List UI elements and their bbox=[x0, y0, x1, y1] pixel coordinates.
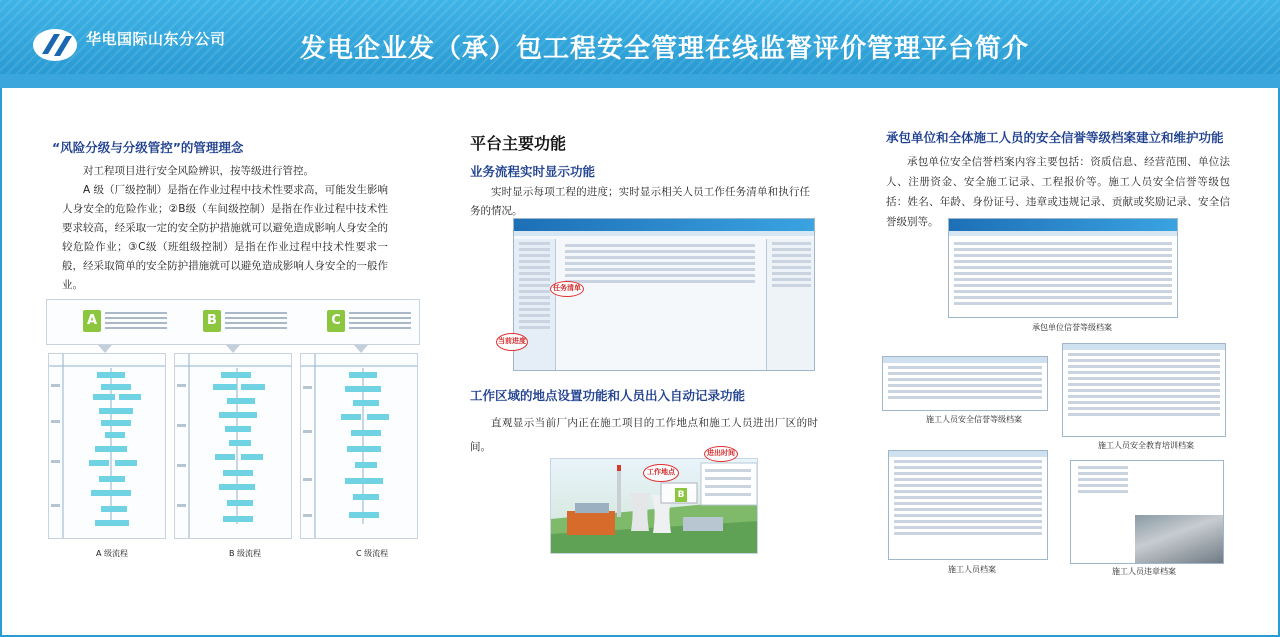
screenshot-table bbox=[949, 236, 1177, 318]
screenshot-table bbox=[560, 241, 760, 301]
left-heading: “风险分级与分级管控”的管理理念 bbox=[52, 140, 244, 155]
down-arrow-icon bbox=[354, 345, 368, 353]
realtime-text: 实时显示每项工程的进度；实时显示相关人员工作任务清单和执行任务的情况。 bbox=[470, 186, 810, 217]
flowchart-b bbox=[174, 353, 292, 539]
callout-work-location: 工作地点 bbox=[643, 464, 679, 482]
realtime-description bbox=[470, 183, 810, 221]
caption-training: 施工人员安全教育培训档案 bbox=[1098, 441, 1194, 450]
flow-card-lines bbox=[105, 309, 167, 337]
flowchart-a-diagram bbox=[49, 354, 166, 539]
left-paragraph-1: 对工程项目进行安全风险辨识，按等级进行管控。 bbox=[83, 165, 314, 177]
caption-unit-credit: 承包单位信誉等级档案 bbox=[1032, 323, 1112, 332]
unit-credit-screenshot bbox=[948, 218, 1178, 318]
right-text: 承包单位安全信誉档案内容主要包括：资质信息、经营范围、单位法人、注册资金、安全施工记录、工程报价等。施工人员安全信誉等级包括：姓名、年龄、身份证号、违章或违规记录、贡献或奖励记录、安全信誉级别等。 bbox=[886, 156, 1230, 228]
flowchart-a bbox=[48, 353, 166, 539]
caption-a-flow: A 级流程 bbox=[96, 549, 129, 558]
down-arrow-icon bbox=[98, 345, 112, 353]
screenshot-toolbar bbox=[514, 231, 814, 236]
left-description bbox=[62, 162, 388, 295]
flow-card-a bbox=[83, 306, 167, 338]
caption-c-flow: C 级流程 bbox=[356, 549, 389, 558]
workarea-description bbox=[470, 411, 818, 459]
flow-card-b bbox=[203, 306, 287, 338]
violation-photo bbox=[1135, 515, 1224, 564]
map-level-badge: B bbox=[675, 488, 687, 502]
page-header bbox=[0, 0, 1280, 88]
caption-workers: 施工人员档案 bbox=[948, 565, 996, 574]
screenshot-titlebar bbox=[949, 219, 1177, 231]
flow-level-summary bbox=[46, 299, 420, 345]
callout-current-progress: 当前进度 bbox=[496, 333, 528, 351]
middle-section-title: 平台主要功能 bbox=[470, 134, 567, 153]
down-arrow-icon bbox=[226, 345, 240, 353]
flow-card-c bbox=[327, 306, 411, 338]
left-paragraph-2: A 级（厂级控制）是指在作业过程中技术性要求高，可能发生影响人身安全的危险作业；②B级（车间级控制）是指在作业过程中技术性要求较高，经采取一定的安全防护措施就可以避免造成影响人身安全的较危险作业；③C级（班组级控制）是指在作业过程中技术性要求一般，经采取简单的安全防护措施就可以避免造成影响人身安全的一般作业。 bbox=[62, 184, 388, 291]
level-a-badge: A bbox=[83, 310, 101, 332]
workers-screenshot bbox=[888, 450, 1048, 560]
training-screenshot bbox=[1062, 343, 1226, 437]
flow-charts bbox=[46, 299, 420, 565]
page-title: 发电企业发（承）包工程安全管理在线监督评价管理平台简介 bbox=[300, 34, 1030, 64]
flow-card-lines bbox=[225, 309, 287, 337]
violation-screenshot bbox=[1070, 460, 1224, 564]
company-name: 华电国际山东分公司 bbox=[86, 30, 226, 48]
level-c-badge: C bbox=[327, 310, 345, 332]
screenshot-titlebar bbox=[514, 219, 814, 231]
worker-credit-screenshot bbox=[882, 356, 1048, 411]
level-b-badge: B bbox=[203, 310, 221, 332]
right-heading: 承包单位和全体施工人员的安全信誉等级档案建立和维护功能 bbox=[886, 130, 1224, 145]
caption-b-flow: B 级流程 bbox=[229, 549, 262, 558]
screenshot-task-panel bbox=[766, 239, 815, 371]
flowchart-b-diagram bbox=[175, 354, 292, 539]
callout-entry-time: 进出时间 bbox=[704, 446, 738, 462]
workarea-heading: 工作区域的地点设置功能和人员出入自动记录功能 bbox=[470, 388, 746, 403]
flowchart-c-diagram bbox=[301, 354, 418, 539]
workarea-text: 直观显示当前厂内正在施工项目的工作地点和施工人员进出厂区的时间。 bbox=[470, 417, 818, 453]
flowchart-c bbox=[300, 353, 418, 539]
callout-task-list: 任务清单 bbox=[550, 281, 584, 297]
caption-worker-credit: 施工人员安全信誉等级档案 bbox=[926, 415, 1022, 424]
header-band bbox=[0, 74, 1280, 88]
company-logo-icon bbox=[32, 28, 78, 62]
flow-card-lines bbox=[349, 309, 411, 337]
caption-violations: 施工人员违章档案 bbox=[1112, 567, 1176, 576]
realtime-heading: 业务流程实时显示功能 bbox=[470, 164, 596, 179]
screenshot-sidebar bbox=[514, 239, 556, 371]
